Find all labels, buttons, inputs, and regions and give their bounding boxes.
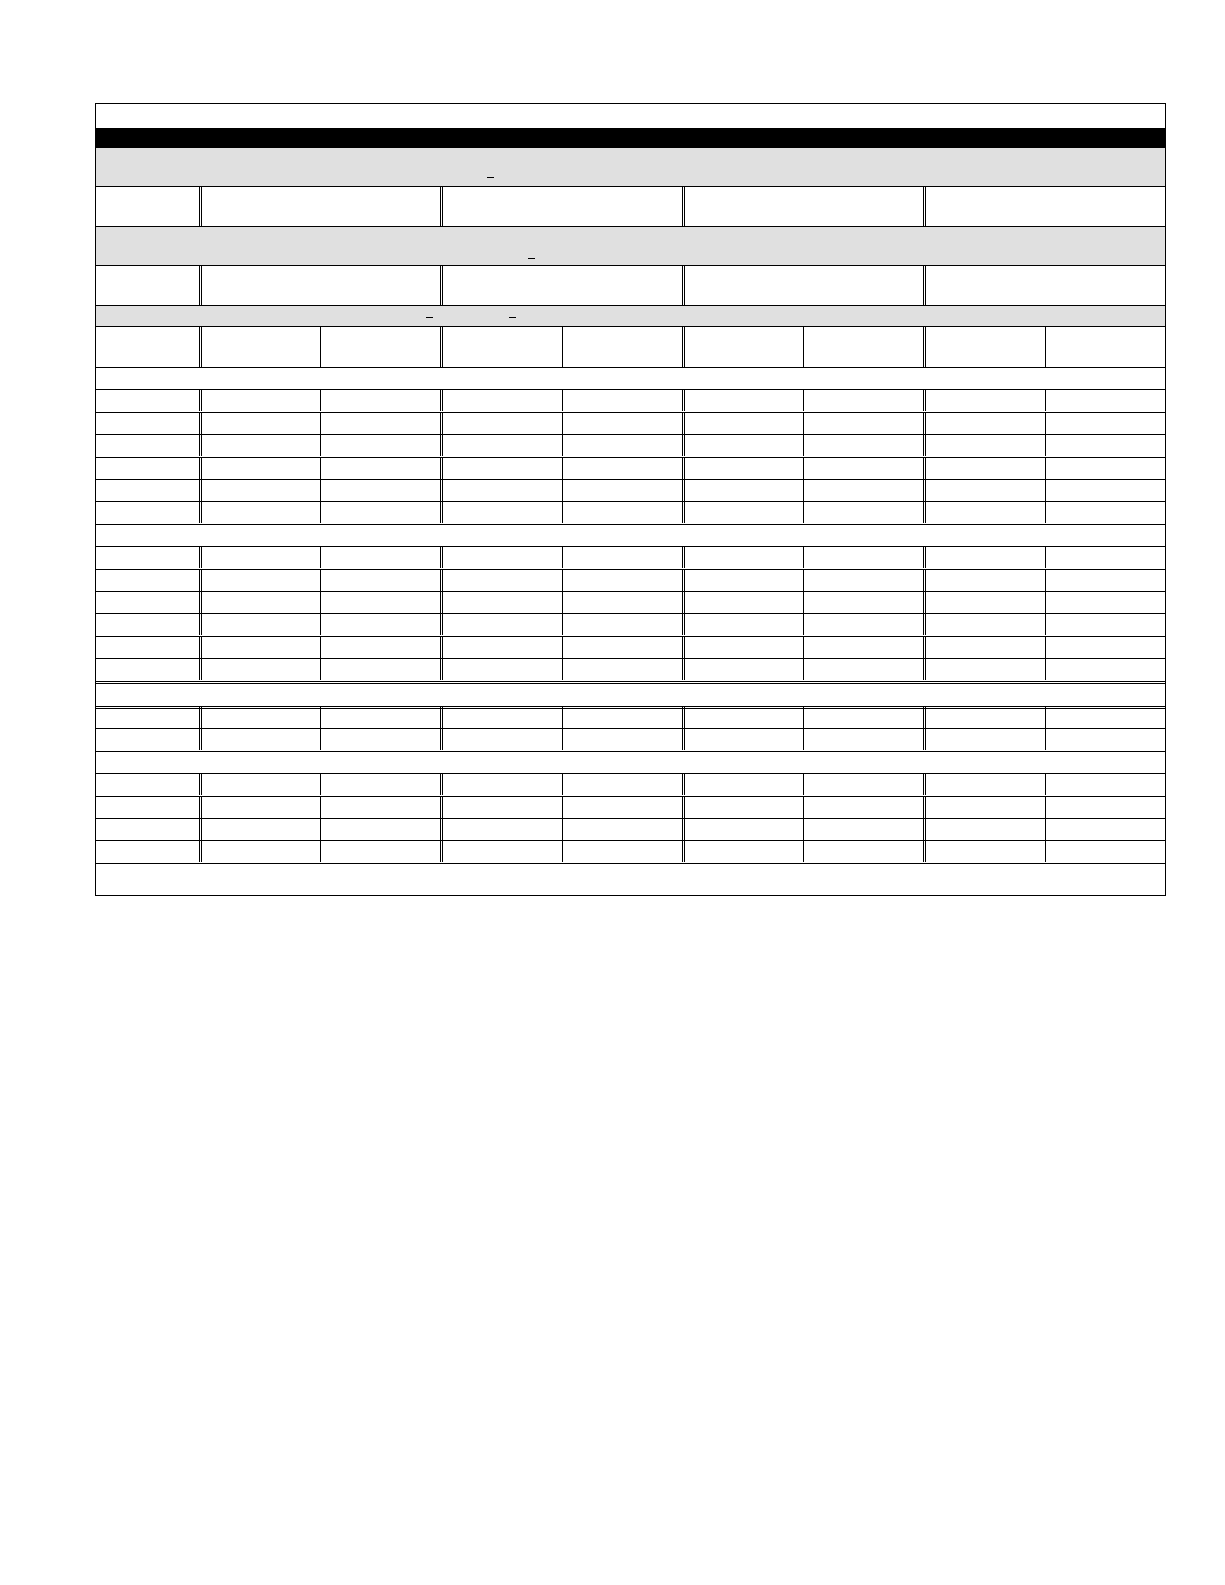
- column-divider: [923, 613, 926, 635]
- column-divider: [682, 457, 685, 479]
- group-a-row-border: [96, 479, 1165, 480]
- column-divider: [923, 636, 926, 658]
- section-2-mark: [528, 258, 535, 259]
- group-b-row-border: [96, 681, 1165, 682]
- column-divider: [682, 327, 685, 367]
- column-divider: [803, 546, 804, 568]
- column-divider: [320, 773, 321, 795]
- column-divider: [682, 728, 685, 750]
- group-c-label-border: [96, 706, 1165, 709]
- column-divider: [562, 706, 563, 728]
- section-1-fields: [96, 187, 1165, 226]
- section-2-fields: [96, 266, 1165, 305]
- group-b-row-border: [96, 569, 1165, 570]
- group-d-row-border: [96, 840, 1165, 841]
- column-divider: [923, 840, 926, 862]
- column-divider: [1045, 773, 1046, 795]
- section-3-mark-a: [426, 317, 433, 318]
- column-divider: [320, 546, 321, 568]
- column-divider: [803, 434, 804, 456]
- column-divider: [320, 327, 321, 367]
- column-divider: [562, 591, 563, 613]
- column-divider: [562, 613, 563, 635]
- column-divider: [199, 569, 202, 591]
- column-divider: [320, 434, 321, 456]
- column-divider: [199, 773, 202, 795]
- column-divider: [803, 773, 804, 795]
- column-divider: [803, 636, 804, 658]
- section-1-mark: [487, 177, 494, 178]
- column-divider: [803, 327, 804, 367]
- column-divider: [682, 501, 685, 523]
- column-divider: [923, 389, 926, 411]
- column-divider: [562, 728, 563, 750]
- column-divider: [923, 412, 926, 434]
- column-divider: [440, 636, 443, 658]
- column-divider: [320, 412, 321, 434]
- column-divider: [440, 569, 443, 591]
- field-divider: [440, 266, 443, 305]
- field-divider: [682, 187, 685, 226]
- field-divider: [923, 187, 926, 226]
- column-divider: [1045, 840, 1046, 862]
- column-divider: [1045, 706, 1046, 728]
- column-divider: [199, 412, 202, 434]
- column-divider: [923, 818, 926, 840]
- column-divider: [803, 840, 804, 862]
- column-divider: [199, 546, 202, 568]
- column-divider: [923, 591, 926, 613]
- column-divider: [440, 613, 443, 635]
- column-divider: [440, 501, 443, 523]
- column-divider: [803, 658, 804, 680]
- column-divider: [320, 706, 321, 728]
- column-divider: [562, 479, 563, 501]
- column-divider: [562, 501, 563, 523]
- column-divider: [682, 434, 685, 456]
- column-divider: [320, 591, 321, 613]
- column-divider: [440, 796, 443, 818]
- column-divider: [440, 658, 443, 680]
- column-divider: [199, 658, 202, 680]
- column-divider: [1045, 546, 1046, 568]
- column-divider: [320, 389, 321, 411]
- group-d-label-border: [96, 773, 1165, 774]
- column-divider: [923, 728, 926, 750]
- form-title-strip: [96, 104, 1165, 128]
- column-divider: [199, 613, 202, 635]
- form-table: [95, 103, 1166, 896]
- column-divider: [923, 501, 926, 523]
- column-divider: [562, 457, 563, 479]
- group-a-row-border: [96, 434, 1165, 435]
- column-divider: [440, 840, 443, 862]
- column-divider: [320, 796, 321, 818]
- column-divider: [923, 546, 926, 568]
- column-divider: [1045, 636, 1046, 658]
- column-divider: [199, 706, 202, 728]
- column-divider: [803, 457, 804, 479]
- column-divider: [199, 501, 202, 523]
- column-divider: [562, 546, 563, 568]
- column-divider: [320, 569, 321, 591]
- column-divider: [320, 636, 321, 658]
- column-divider: [320, 658, 321, 680]
- column-divider: [1045, 389, 1046, 411]
- column-divider: [1045, 479, 1046, 501]
- group-b-label-border: [96, 546, 1165, 547]
- column-divider: [923, 658, 926, 680]
- column-divider: [682, 636, 685, 658]
- column-divider: [199, 591, 202, 613]
- column-divider: [320, 840, 321, 862]
- column-divider: [199, 636, 202, 658]
- column-divider: [682, 546, 685, 568]
- column-divider: [320, 818, 321, 840]
- column-divider: [440, 412, 443, 434]
- column-divider: [1045, 327, 1046, 367]
- column-divider: [803, 501, 804, 523]
- column-divider: [682, 569, 685, 591]
- column-divider: [1045, 613, 1046, 635]
- column-divider: [803, 818, 804, 840]
- column-divider: [320, 613, 321, 635]
- column-divider: [199, 457, 202, 479]
- column-divider: [440, 591, 443, 613]
- group-a-row-border: [96, 457, 1165, 458]
- column-divider: [320, 501, 321, 523]
- section-3-mark-b: [509, 317, 516, 318]
- column-divider: [923, 706, 926, 728]
- column-divider: [199, 818, 202, 840]
- column-divider: [440, 389, 443, 411]
- column-divider: [199, 840, 202, 862]
- column-divider: [320, 479, 321, 501]
- column-divider: [199, 728, 202, 750]
- field-divider: [199, 187, 202, 226]
- group-a-row-border: [96, 524, 1165, 525]
- column-divider: [199, 479, 202, 501]
- field-divider: [923, 266, 926, 305]
- group-a-label-border: [96, 389, 1165, 390]
- column-divider: [803, 591, 804, 613]
- column-divider: [682, 389, 685, 411]
- group-a-row-border: [96, 412, 1165, 413]
- column-divider: [562, 796, 563, 818]
- column-divider: [562, 658, 563, 680]
- column-divider: [682, 706, 685, 728]
- column-divider: [682, 591, 685, 613]
- column-divider: [682, 818, 685, 840]
- column-divider: [199, 389, 202, 411]
- column-divider: [440, 773, 443, 795]
- column-divider: [923, 773, 926, 795]
- column-divider: [923, 569, 926, 591]
- column-divider: [440, 457, 443, 479]
- column-divider: [562, 412, 563, 434]
- column-divider: [803, 613, 804, 635]
- group-b-row-border: [96, 591, 1165, 592]
- column-divider: [440, 434, 443, 456]
- field-divider: [682, 266, 685, 305]
- column-divider: [682, 479, 685, 501]
- section-1-header: [96, 147, 1165, 187]
- column-divider: [1045, 412, 1046, 434]
- group-a-row-border: [96, 501, 1165, 502]
- column-divider: [803, 706, 804, 728]
- column-divider: [440, 818, 443, 840]
- column-divider: [199, 434, 202, 456]
- section-2-header: [96, 226, 1165, 266]
- column-header-row: [96, 327, 1165, 367]
- column-divider: [320, 457, 321, 479]
- column-divider: [923, 479, 926, 501]
- column-divider: [682, 658, 685, 680]
- column-divider: [440, 479, 443, 501]
- column-divider: [682, 613, 685, 635]
- column-divider: [803, 569, 804, 591]
- column-divider: [440, 706, 443, 728]
- column-divider: [923, 327, 926, 367]
- column-divider: [562, 818, 563, 840]
- section-3-header: [96, 305, 1165, 327]
- column-divider: [440, 728, 443, 750]
- column-divider: [803, 728, 804, 750]
- column-divider: [923, 434, 926, 456]
- column-divider: [562, 636, 563, 658]
- group-b-row-border: [96, 613, 1165, 614]
- column-divider: [803, 412, 804, 434]
- group-b-row-border: [96, 658, 1165, 659]
- column-divider: [682, 840, 685, 862]
- column-divider: [803, 389, 804, 411]
- column-divider: [562, 773, 563, 795]
- column-divider: [803, 479, 804, 501]
- column-divider: [682, 796, 685, 818]
- column-divider: [682, 773, 685, 795]
- column-divider: [1045, 658, 1046, 680]
- column-divider: [199, 796, 202, 818]
- row-border: [96, 367, 1165, 368]
- form-header-bar: [96, 128, 1165, 147]
- column-divider: [1045, 818, 1046, 840]
- column-divider: [440, 327, 443, 367]
- column-divider: [562, 434, 563, 456]
- group-d-row-border: [96, 796, 1165, 797]
- field-divider: [199, 266, 202, 305]
- column-divider: [1045, 457, 1046, 479]
- group-b-row-border: [96, 636, 1165, 637]
- column-divider: [562, 389, 563, 411]
- field-divider: [440, 187, 443, 226]
- column-divider: [320, 728, 321, 750]
- column-divider: [1045, 434, 1046, 456]
- column-divider: [1045, 591, 1046, 613]
- column-divider: [199, 327, 202, 367]
- column-divider: [440, 546, 443, 568]
- column-divider: [923, 457, 926, 479]
- group-separator: [96, 683, 1165, 684]
- column-divider: [562, 327, 563, 367]
- column-divider: [682, 412, 685, 434]
- column-divider: [1045, 569, 1046, 591]
- column-divider: [923, 796, 926, 818]
- group-c-row-border: [96, 728, 1165, 729]
- column-divider: [1045, 501, 1046, 523]
- group-d-row-border: [96, 863, 1165, 864]
- column-divider: [1045, 728, 1046, 750]
- column-divider: [562, 840, 563, 862]
- column-divider: [562, 569, 563, 591]
- column-divider: [803, 796, 804, 818]
- group-c-row-border: [96, 751, 1165, 752]
- group-d-row-border: [96, 818, 1165, 819]
- column-divider: [1045, 796, 1046, 818]
